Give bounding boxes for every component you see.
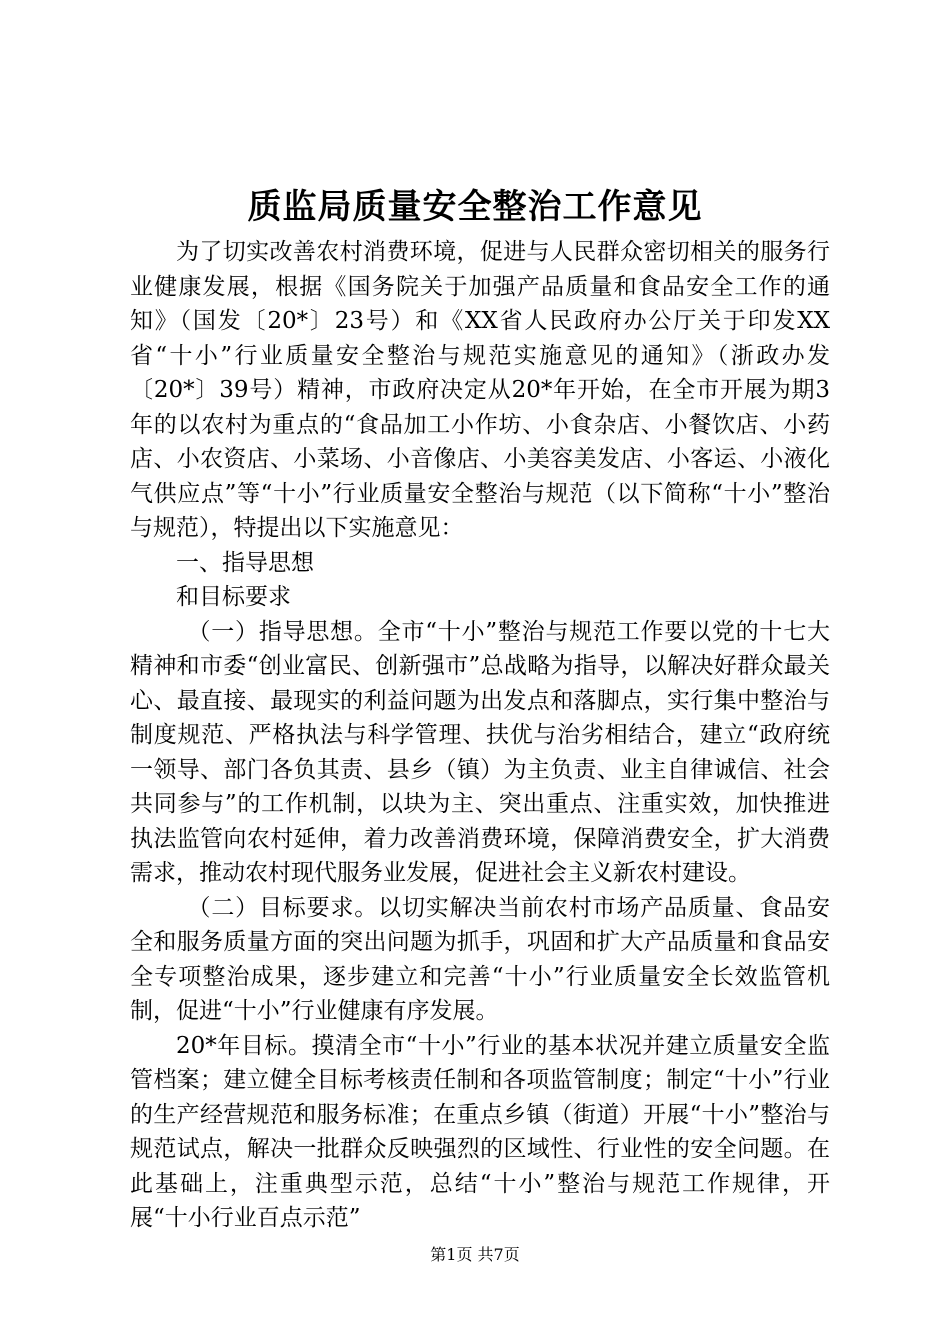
document-body (130, 235, 830, 1236)
paragraph-goals: （二）目标要求。以切实解决当前农村市场产品质量、食品安全和服务质量方面的突出问题为抓手，巩固和扩大产品质量和食品安全专项整治成果，逐步建立和完善“十小”行业质量安全长效监管机制，促进“十小”行业健康有序发展。 (130, 894, 830, 1024)
document-title: 质监局质量安全整治工作意见 (247, 187, 703, 227)
paragraph-intro: 为了切实改善农村消费环境，促进与人民群众密切相关的服务行业健康发展，根据《国务院关于加强产品质量和食品安全工作的通知》（国发〔20*〕23号）和《XX省人民政府办公厅关于印发XX省“十小”行业质量安全整治与规范实施意见的通知》（浙政办发〔20*〕39号）精神，市政府决定从20*年开始，在全市开展为期3年的以农村为重点的“食品加工小作坊、小食杂店、小餐饮店、小药店、小农资店、小菜场、小音像店、小美容美发店、小客运、小液化气供应点”等“十小”行业质量安全整治与规范（以下简称“十小”整治与规范），特提出以下实施意见： (130, 239, 830, 541)
section-heading-goals: 和目标要求 (176, 584, 291, 610)
paragraph-guiding-thought: （一）指导思想。全市“十小”整治与规范工作要以党的十七大精神和市委“创业富民、创新强市”总战略为指导，以解决好群众最关心、最直接、最现实的利益问题为出发点和落脚点，实行集中整治与制度规范、严格执法与科学管理、扶优与治劣相结合，建立“政府统一领导、部门各负其责、县乡（镇）为主负责、业主自律诚信、社会共同参与”的工作机制，以块为主、突出重点、注重实效，加快推进执法监管向农村延伸，着力改善消费环境，保障消费安全，扩大消费需求，推动农村现代服务业发展，促进社会主义新农村建设。 (130, 618, 830, 886)
page-number-footer: 第1页 共7页 (430, 1245, 520, 1264)
section-heading-guiding-thought: 一、指导思想 (176, 549, 314, 576)
paragraph-yearly-goal: 20*年目标。摸清全市“十小”行业的基本状况并建立质量安全监管档案；建立健全目标考核责任制和各项监管制度；制定“十小”行业的生产经营规范和服务标准；在重点乡镇（街道）开展“十小”整治与规范试点，解决一批群众反映强烈的区域性、行业性的安全问题。在此基础上，注重典型示范，总结“十小”整治与规范工作规律，开展“十小行业百点示范” (130, 1032, 830, 1231)
